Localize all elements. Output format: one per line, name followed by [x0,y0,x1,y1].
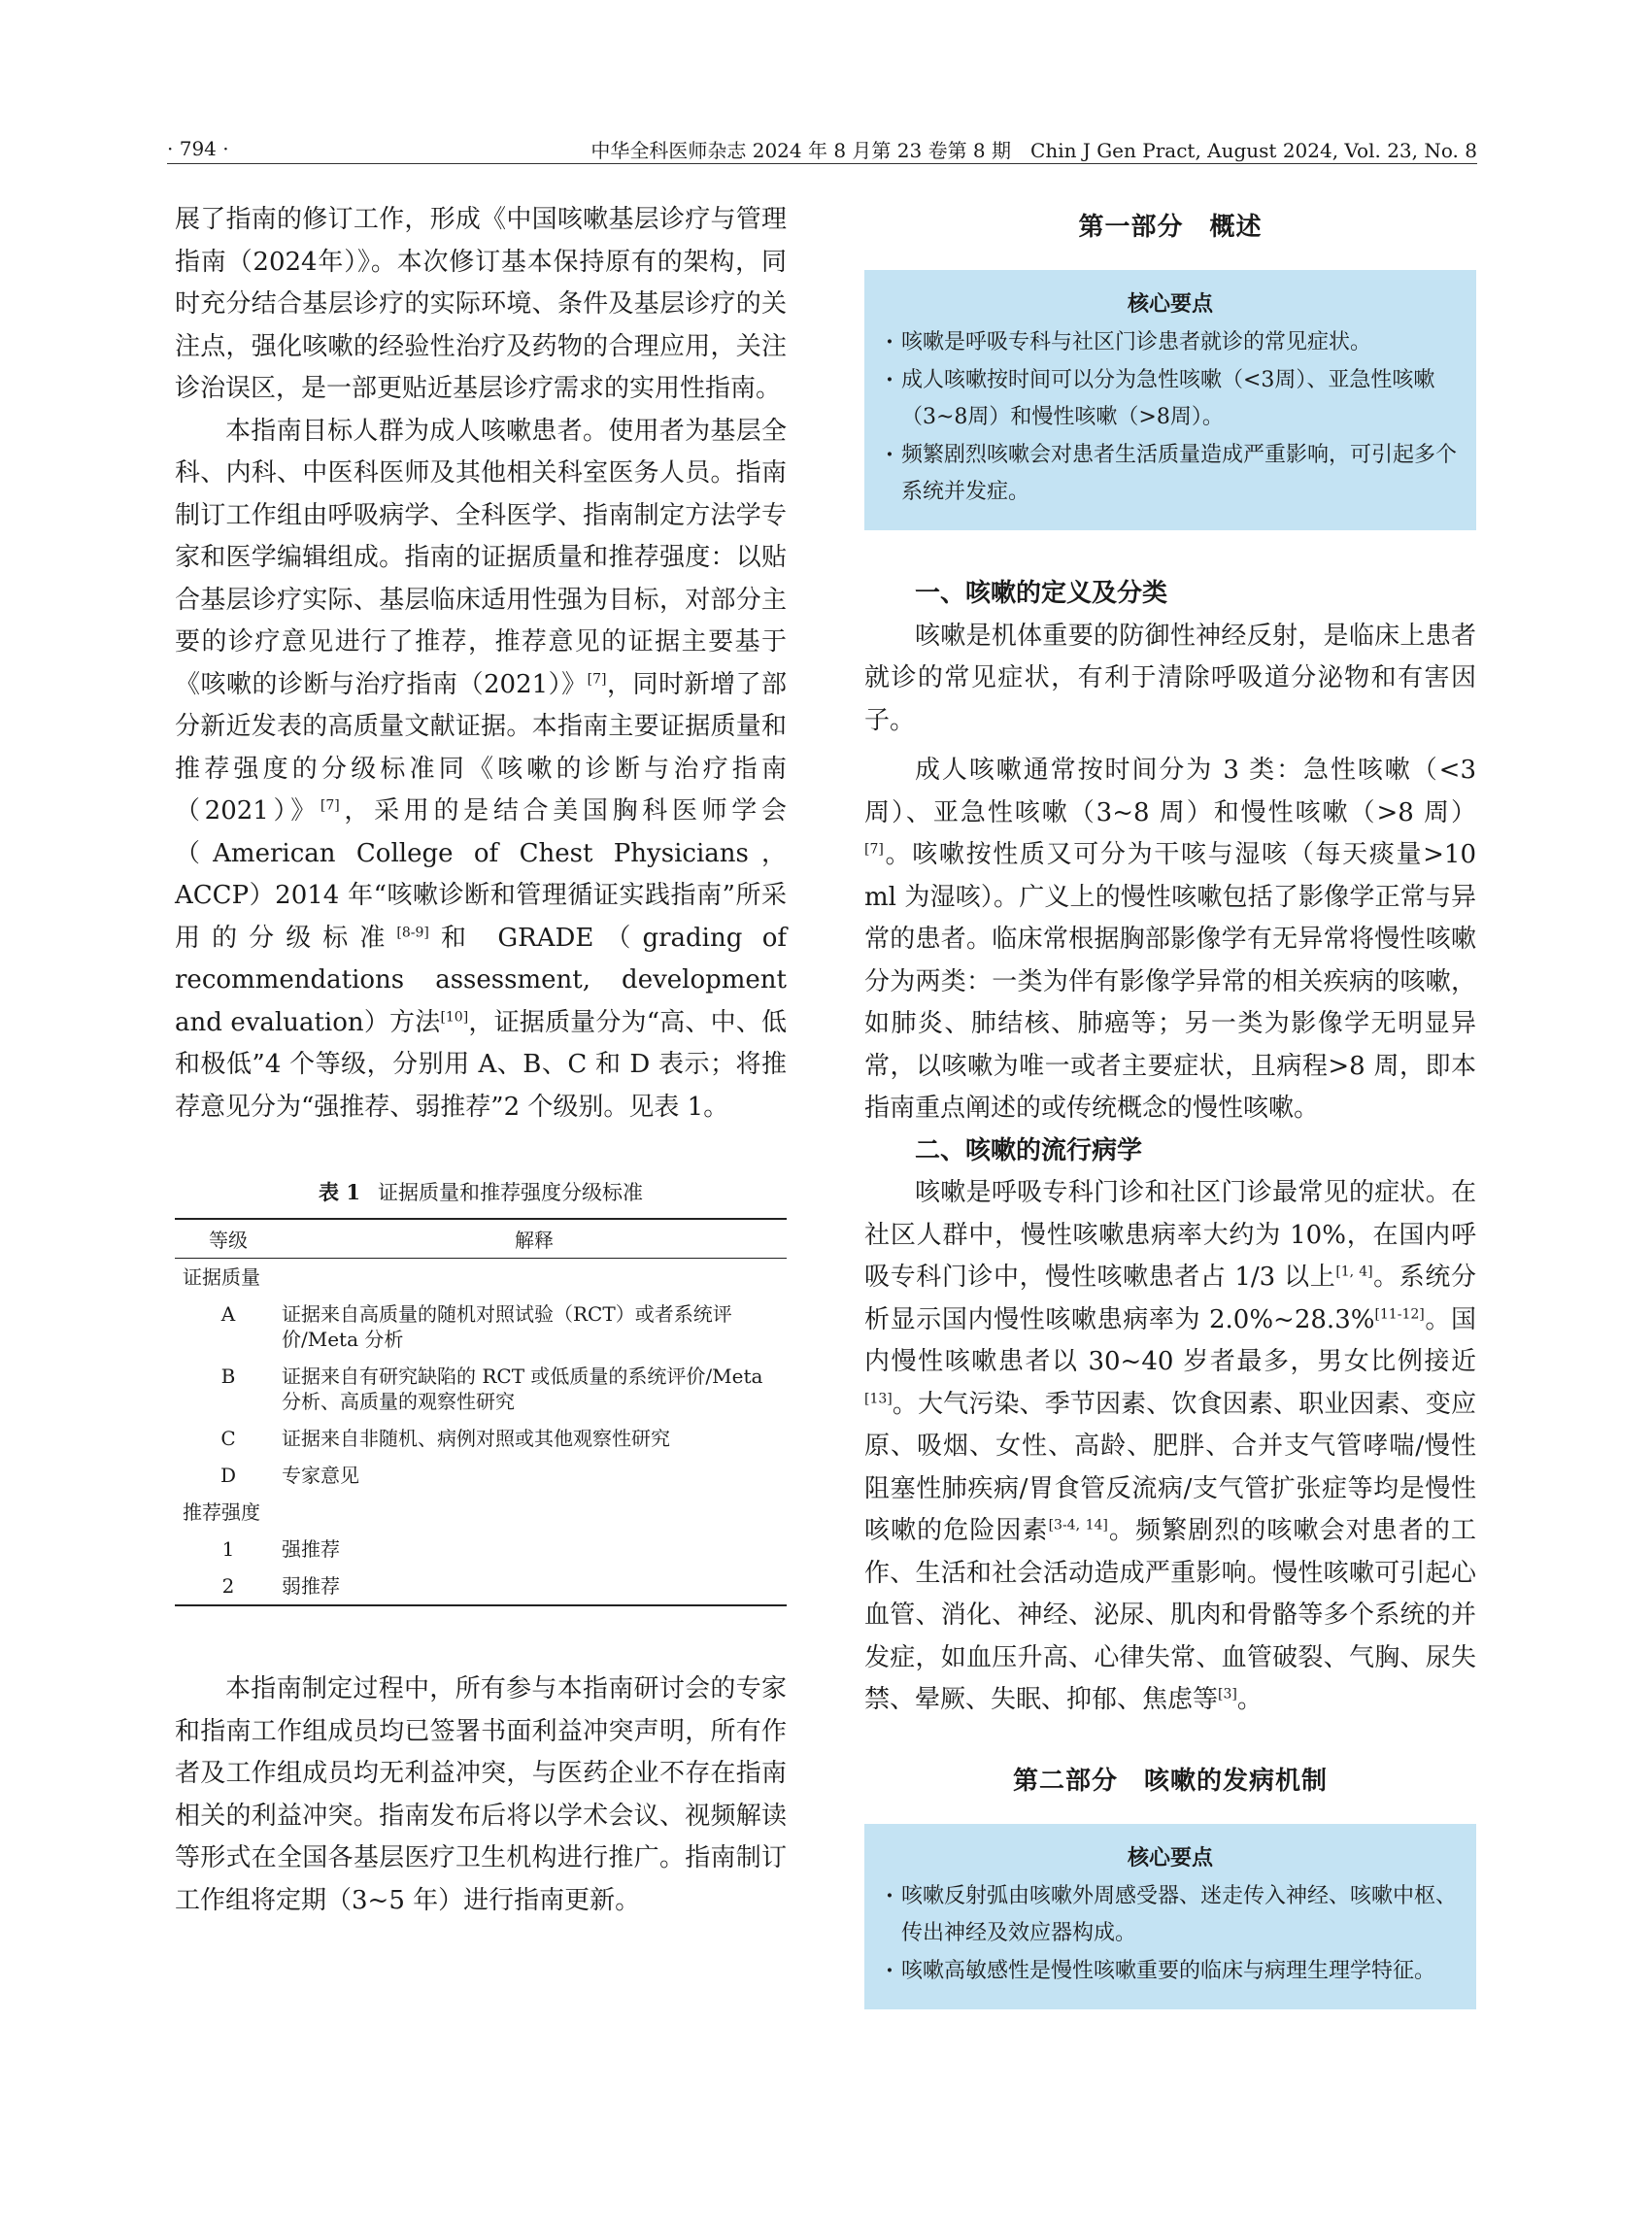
table-title: 证据质量和推荐强度分级标准 [377,1181,643,1204]
explain-cell: 弱推荐 [282,1568,787,1605]
key-points-title: 核心要点 [1127,291,1213,317]
paragraph-target-population [175,411,787,1129]
journal-header: 中华全科医师杂志 2024 年 8 月第 23 卷第 8 期 Chin J Gen Pract, August 2024, Vol. 23, No. 8 [590,139,1477,162]
list-item: · 频繁剧烈咳嗽会对患者生活质量造成严重影响，可引起多个系统并发症。 [878,436,1463,511]
list-item: · 咳嗽反射弧由咳嗽外周感受器、迷走传入神经、咳嗽中枢、传出神经及效应器构成。 [878,1877,1463,1952]
text-run: 。大气污染、季节因素、饮食因素、职业因素、变应原、吸烟、女性、高龄、肥胖、合并支气管哮喘/慢性阻塞性肺疾病/胃食管反流病/支气管扩张症等均是慢性咳嗽的危险因素 [864,1389,1476,1545]
explain-cell: 证据来自有研究缺陷的 RCT 或低质量的系统评价/Meta 分析、高质量的观察性研究 [282,1365,763,1413]
text-run: 。 [1236,1685,1263,1714]
paragraph-definition: 咳嗽是机体重要的防御性神经反射，是临床上患者就诊的常见症状，有利于清除呼吸道分泌物和有害因子。 [864,621,1476,735]
key-points-box [864,270,1476,530]
text-run: 。频繁剧烈的咳嗽会对患者的工作、生活和社会活动造成严重影响。慢性咳嗽可引起心血管、消化、神经、泌尿、肌肉和骨骼等多个系统的并发症，如血压升高、心律失常、血管破裂、气胸、尿失禁、晕厥、失眠、抑郁、焦虑等 [864,1516,1476,1714]
column-header-explain: 解释 [282,1219,787,1259]
left-column [175,199,787,1922]
table-header-row [175,1219,787,1259]
paragraph-continuation: 展了指南的修订工作，形成《中国咳嗽基层诊疗与管理指南（2024年）》。本次修订基本保持原有的架构，同时充分结合基层诊疗的实际环境、条件及基层诊疗的关注点，强化咳嗽的经验性治疗及药物的合理应用，关注诊治误区，是一部更贴近基层诊疗需求的实用性指南。 [175,205,787,403]
level-cell: B [220,1365,236,1388]
text-run: 咳嗽是呼吸专科门诊和社区门诊最常见的症状。在社区人群中，慢性咳嗽患病率大约为 10%，在国内呼吸专科门诊中，慢性咳嗽患者占 1/3 以上 [864,1178,1476,1292]
page-number: · 794 · [167,137,229,160]
table-row [175,1568,787,1605]
level-cell: 1 [221,1537,235,1561]
group-label: 证据质量 [183,1265,260,1289]
key-points-list [878,1877,1463,1990]
citation: [7] [864,841,884,858]
text-run: 成人咳嗽通常按时间分为 3 类：急性咳嗽（<3 周）、亚急性咳嗽（3~8 周）和慢性咳嗽（>8 周） [864,756,1476,827]
list-item: · 成人咳嗽按时间可以分为急性咳嗽（<3周）、亚急性咳嗽（3~8周）和慢性咳嗽（>8周）。 [878,361,1463,436]
evidence-grading-table [175,1218,787,1606]
table-group-row [175,1259,787,1297]
table-group-row [175,1494,787,1531]
explain-cell: 专家意见 [282,1464,359,1487]
header-rule [167,163,1477,164]
citation: [1, 4] [1335,1264,1373,1280]
citation: [13] [864,1390,893,1406]
text-run: 和 GRADE（grading of recommendations assessment, development and evaluation）方法 [175,923,787,1037]
level-cell: D [219,1464,237,1487]
text-run: ，同时新增了部分新近发表的高质量文献证据。本指南主要证据质量和推荐强度的分级标准同《咳嗽的诊断与治疗指南（2021）》 [175,669,787,826]
section-heading-definition: 一、咳嗽的定义及分类 [915,579,1168,608]
citation: [7] [587,670,607,687]
table-row [175,1296,787,1358]
table-row [175,1457,787,1494]
list-item: · 咳嗽高敏感性是慢性咳嗽重要的临床与病理生理学特征。 [878,1952,1463,1990]
text-run: 。系统分析显示国内慢性咳嗽患病率为 2.0%~28.3% [864,1263,1476,1334]
citation: [3] [1218,1686,1237,1702]
text-run: 。咳嗽按性质又可分为干咳与湿咳（每天痰量>10 ml 为湿咳）。广义上的慢性咳嗽包括了影像学正常与异常的患者。临床常根据胸部影像学有无异常将慢性咳嗽分为两类：一类为伴有影像学异常的相关疾病的咳嗽，如肺炎、肺结核、肺癌等；另一类为影像学无明显异常，以咳嗽为唯一或者主要症状，且病程>8 周，即本指南重点阐述的或传统概念的慢性咳嗽。 [864,840,1476,1123]
paragraph-epidemiology [864,1172,1476,1722]
table-caption [175,1177,787,1206]
text-run: 本指南目标人群为成人咳嗽患者。使用者为基层全科、内科、中医科医师及其他相关科室医务人员。指南制订工作组由呼吸病学、全科医学、指南制定方法学专家和医学编辑组成。指南的证据质量和推荐强度：以贴合基层诊疗实际、基层临床适用性强为目标，对部分主要的诊疗意见进行了推荐，推荐意见的证据主要基于《咳嗽的诊断与治疗指南（2021）》 [175,416,787,699]
level-cell: C [220,1427,236,1450]
text-run: ，采用的是结合美国胸科医师学会（American College of Chest Physicians，ACCP）2014 年“咳嗽诊断和管理循证实践指南”所采用的分级标准 [175,796,787,953]
key-points-list [878,323,1463,511]
citation: [10] [440,1008,469,1025]
citation: [8-9] [396,924,429,940]
citation: [7] [320,797,340,814]
key-points-title: 核心要点 [1127,1844,1213,1871]
citation: [11-12] [1374,1305,1425,1322]
part-one-title: 第一部分 概述 [1078,213,1263,242]
level-cell: A [220,1302,236,1326]
table-row [175,1420,787,1457]
list-item: · 咳嗽是呼吸专科与社区门诊患者就诊的常见症状。 [878,323,1463,361]
paragraph-conflict-of-interest: 本指南制定过程中，所有参与本指南研讨会的专家和指南工作组成员均已签署书面利益冲突声明，所有作者及工作组成员均无利益冲突，与医药企业不存在指南相关的利益冲突。指南发布后将以学术会议、视频解读等形式在全国各基层医疗卫生机构进行推广。指南制订工作组将定期（3~5 年）进行指南更新。 [175,1674,787,1915]
table-row [175,1358,787,1420]
explain-cell: 证据来自非随机、病例对照或其他观察性研究 [282,1427,670,1450]
table-row [175,1531,787,1568]
table-label: 表 1 [319,1180,360,1204]
paragraph-classification [864,750,1476,1130]
text-run: ，证据质量分为“高、中、低和极低”4 个等级，分别用 A、B、C 和 D 表示；将推荐意见分为“强推荐、弱推荐”2 个级别。见表 1。 [175,1007,787,1122]
explain-cell: 证据来自高质量的随机对照试验（RCT）或者系统评价/Meta 分析 [282,1302,732,1351]
level-cell: 2 [175,1568,282,1605]
text-run: 。国内慢性咳嗽患者以 30~40 岁者最多，男女比例接近 [864,1304,1476,1376]
part-two-title: 第二部分 咳嗽的发病机制 [1012,1766,1328,1796]
right-column [864,199,1476,2009]
group-label: 推荐强度 [183,1500,260,1524]
column-header-level: 等级 [175,1219,282,1259]
explain-cell: 强推荐 [282,1537,340,1561]
section-heading-epidemiology: 二、咳嗽的流行病学 [915,1135,1143,1165]
citation: [3-4, 14] [1048,1517,1108,1534]
key-points-box [864,1824,1476,2009]
